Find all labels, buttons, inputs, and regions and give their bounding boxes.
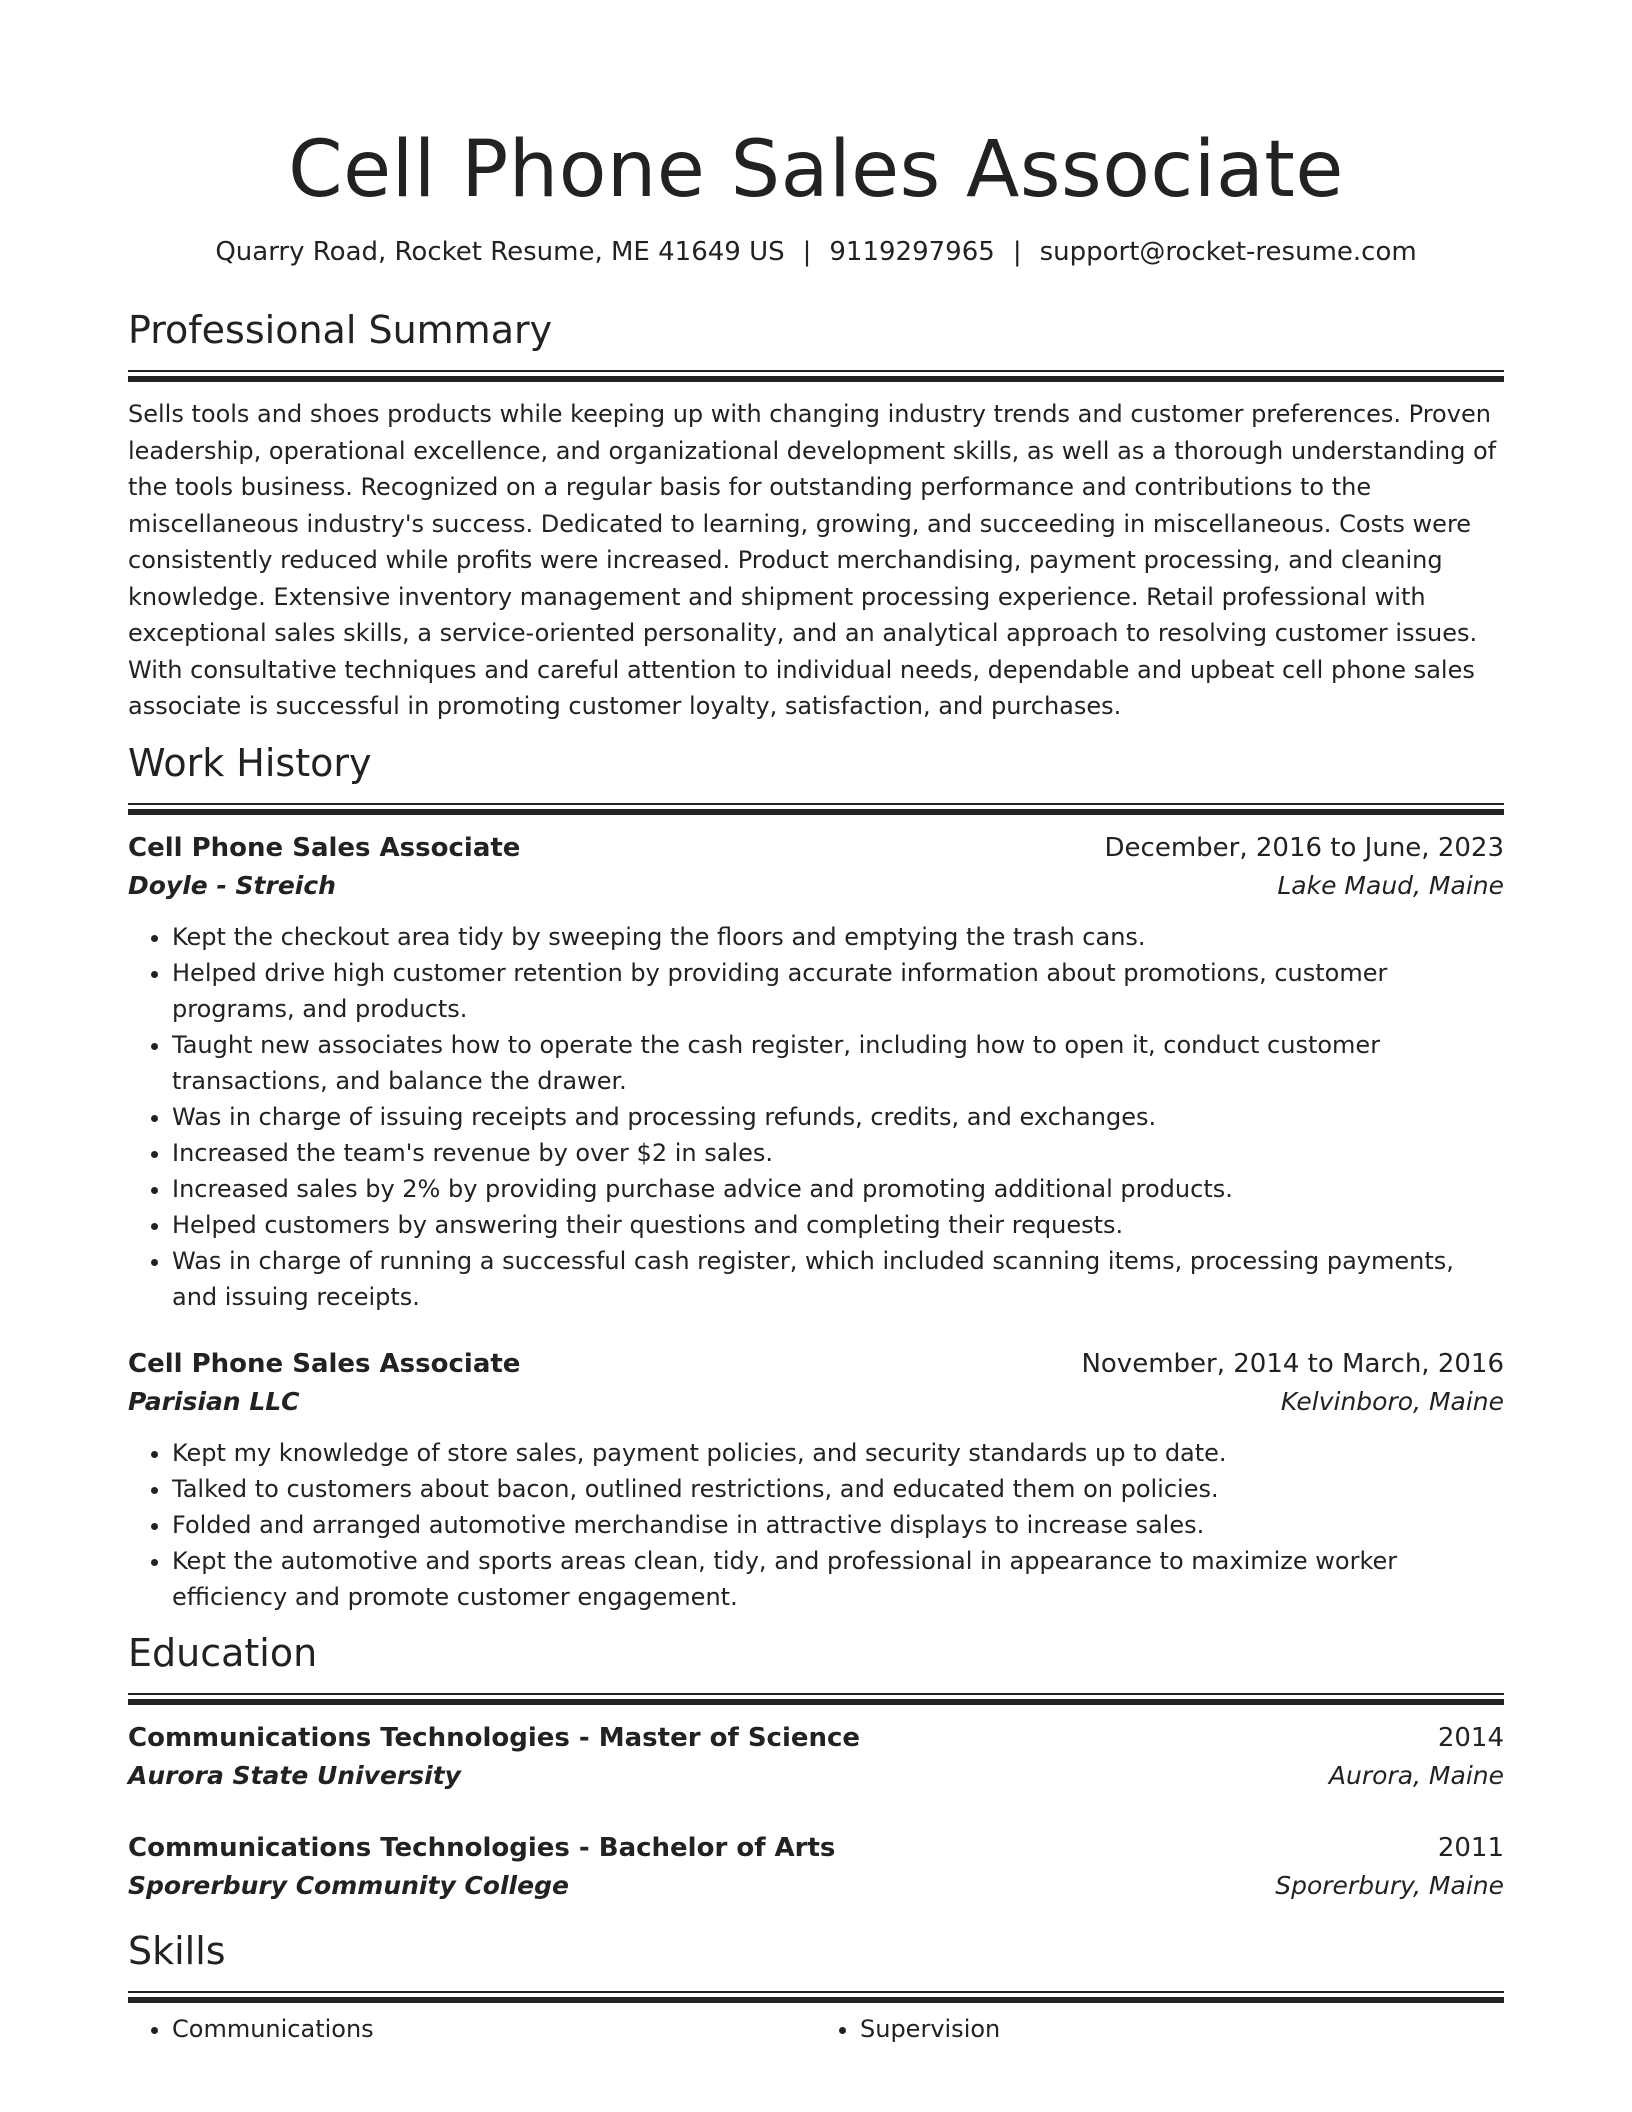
job-location: Lake Maud, Maine — [1277, 870, 1504, 900]
list-item: • Kept the checkout area tidy by sweeping the floors and emptying the trash cans. — [172, 919, 1504, 955]
list-item: • Talked to customers about bacon, outlined restrictions, and educated them on policies. — [172, 1471, 1504, 1507]
job-company-row — [128, 867, 1504, 905]
job-company: Parisian LLC — [128, 1386, 300, 1416]
section-divider — [128, 803, 1504, 809]
education-year: 2014 — [1437, 1722, 1504, 1753]
skills-grid — [128, 2011, 1504, 2047]
education-entry — [128, 1829, 1504, 1905]
section-title-work-history: Work History — [128, 740, 372, 785]
education-school: Aurora State University — [128, 1760, 461, 1790]
job-entry — [128, 829, 1504, 1315]
list-item: • Helped drive high customer retention by providing accurate information about promotions, customer programs, and products. — [172, 955, 1504, 1027]
list-item: • Kept my knowledge of store sales, payment policies, and security standards up to date. — [172, 1435, 1504, 1471]
job-dates: December, 2016 to June, 2023 — [1104, 832, 1504, 863]
education-location: Aurora, Maine — [1328, 1760, 1504, 1790]
list-item: • Increased sales by 2% by providing purchase advice and promoting additional products. — [172, 1171, 1504, 1207]
education-section — [128, 1629, 1504, 1905]
job-entry — [128, 1345, 1504, 1615]
section-title-skills: Skills — [128, 1928, 226, 1973]
list-item: • Was in charge of issuing receipts and processing refunds, credits, and exchanges. — [172, 1099, 1504, 1135]
contact-email: support@rocket-resume.com — [1039, 237, 1417, 267]
job-dates: November, 2014 to March, 2016 — [1081, 1348, 1504, 1379]
job-bullets — [128, 1435, 1504, 1615]
education-degree: Communications Technologies - Master of Science — [128, 1722, 861, 1753]
education-school: Sporerbury Community College — [128, 1870, 569, 1900]
skills-column-right — [816, 2011, 1504, 2047]
job-header-row — [128, 829, 1504, 867]
skills-section — [128, 1927, 1504, 2047]
section-title-education: Education — [128, 1630, 318, 1675]
summary-text: Sells tools and shoes products while keeping up with changing industry trends and customer preferences. Proven leadership, operational excellence, and organizational development skills, as well as a thorough understanding of the tools business. Recognized on a regular basis for outstanding performance and contributions to the miscellaneous industry's success. Dedicated to learning, growing, and succeeding in miscellaneous. Costs were consistently reduced while profits were increased. Product merchandising, payment processing, and cleaning knowledge. Extensive inventory management and shipment processing experience. Retail professional with exceptional sales skills, a service-oriented personality, and an analytical approach to resolving customer issues. With consultative techniques and careful attention to individual needs, dependable and upbeat cell phone sales associate is successful in promoting customer loyalty, satisfaction, and purchases. — [128, 400, 1497, 720]
list-item: • Was in charge of running a successful cash register, which included scanning items, processing payments, and issuing receipts. — [172, 1243, 1504, 1315]
list-item: • Communications — [172, 2011, 816, 2047]
summary-section — [128, 306, 1504, 725]
resume-name: Cell Phone Sales Associate — [288, 125, 1344, 215]
job-position: Cell Phone Sales Associate — [128, 1348, 521, 1379]
section-divider — [128, 1991, 1504, 1997]
list-item: • Increased the team's revenue by over $2 in sales. — [172, 1135, 1504, 1171]
contact-separator: | — [802, 237, 812, 267]
list-item: • Kept the automotive and sports areas clean, tidy, and professional in appearance to maximize worker efficiency and promote customer engagement. — [172, 1543, 1504, 1615]
education-entry — [128, 1719, 1504, 1795]
contact-address: Quarry Road, Rocket Resume, ME 41649 US — [215, 237, 785, 267]
work-history-section — [128, 739, 1504, 1615]
job-bullets — [128, 919, 1504, 1315]
education-degree: Communications Technologies - Bachelor of Arts — [128, 1832, 836, 1863]
list-item: • Folded and arranged automotive merchandise in attractive displays to increase sales. — [172, 1507, 1504, 1543]
section-title-summary: Professional Summary — [128, 308, 553, 352]
contact-phone: 9119297965 — [829, 237, 995, 267]
education-degree-row — [128, 1829, 1504, 1867]
list-item: • Helped customers by answering their questions and completing their requests. — [172, 1207, 1504, 1243]
education-degree-row — [128, 1719, 1504, 1757]
job-company-row — [128, 1383, 1504, 1421]
education-school-row — [128, 1757, 1504, 1795]
skills-column-left — [128, 2011, 816, 2047]
contact-separator: | — [1012, 237, 1022, 267]
education-year: 2011 — [1437, 1832, 1504, 1863]
education-school-row — [128, 1867, 1504, 1905]
job-company: Doyle - Streich — [128, 870, 336, 900]
job-position: Cell Phone Sales Associate — [128, 832, 521, 863]
contact-line — [128, 234, 1504, 270]
job-header-row — [128, 1345, 1504, 1383]
list-item: • Supervision — [860, 2011, 1504, 2047]
job-location: Kelvinboro, Maine — [1280, 1386, 1504, 1416]
section-divider — [128, 1693, 1504, 1699]
education-location: Sporerbury, Maine — [1275, 1870, 1504, 1900]
list-item: • Taught new associates how to operate the cash register, including how to open it, conduct customer transactions, and balance the drawer. — [172, 1027, 1504, 1099]
section-divider — [128, 370, 1504, 376]
